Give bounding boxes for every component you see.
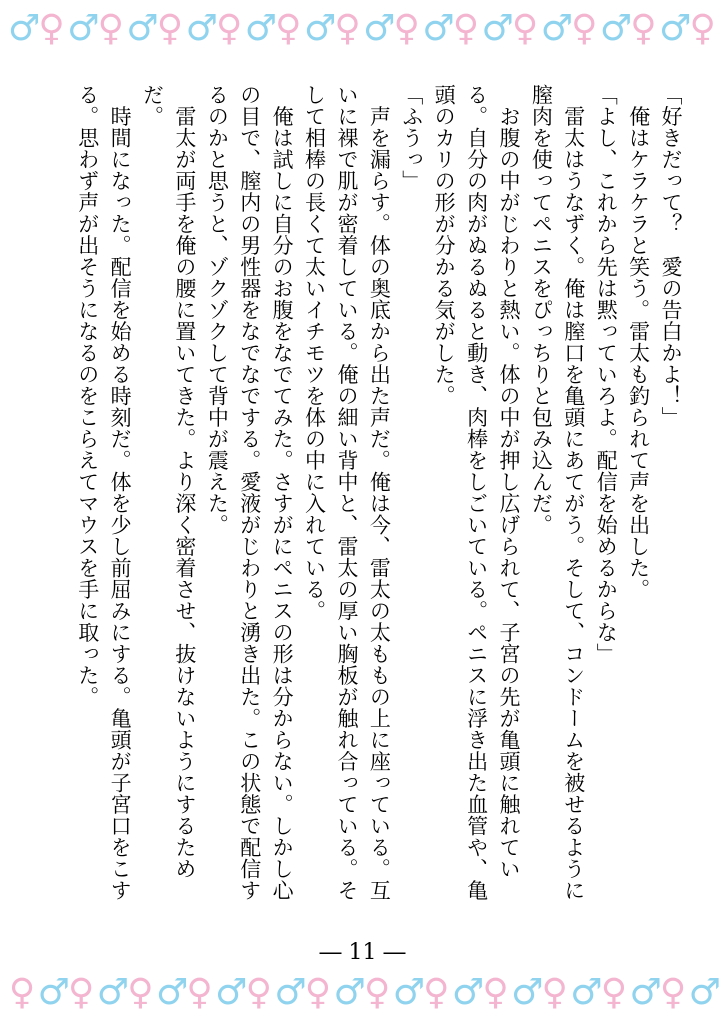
male-symbol-icon: ♂ [659, 8, 692, 49]
paragraph: 「よし、これから先は黙っていろよ。配信を始めるからな」 [594, 84, 619, 665]
male-symbol-icon: ♂ [215, 972, 248, 1013]
male-symbol-icon: ♂ [392, 972, 425, 1013]
female-symbol-icon: ♀ [215, 8, 243, 49]
male-symbol-icon: ♂ [67, 8, 100, 49]
paragraph: 声を漏らす。体の奥底から出た声だ。俺は今、雷太の太ももの上に座っている。互いに裸で肌が密着している。俺の細い背中と、雷太の厚い胸板が触れ合っている。そして相棒の長くて太いイチモツを体の中に入れている。 [302, 84, 392, 901]
paragraph: お腹の中がじわりと熱い。体の中が押し広げられて、子宮の先が亀頭に触れている。自分の肉がぬるぬると動き、肉棒をしごいている。ペニスに浮き出た血管や、亀頭のカリの形が分かる気がした。 [432, 84, 521, 901]
female-symbol-icon: ♀ [511, 8, 539, 49]
male-symbol-icon: ♂ [629, 972, 662, 1013]
female-symbol-icon: ♀ [600, 972, 628, 1013]
male-symbol-icon: ♂ [126, 8, 159, 49]
male-symbol-icon: ♂ [303, 8, 337, 49]
female-symbol-icon: ♀ [38, 8, 65, 49]
top-border [8, 4, 717, 54]
paragraph: 「好きだって？ 愛の告白かよ！」 [659, 84, 683, 428]
female-symbol-icon: ♀ [156, 8, 184, 49]
male-symbol-icon: ♂ [511, 972, 544, 1013]
male-symbol-icon: ♂ [96, 972, 130, 1013]
female-symbol-icon: ♀ [8, 972, 36, 1013]
male-symbol-icon: ♂ [274, 972, 307, 1013]
female-symbol-icon: ♀ [689, 8, 716, 49]
female-symbol-icon: ♀ [275, 8, 302, 49]
female-symbol-icon: ♀ [97, 8, 124, 49]
paragraph: 雷太はうなずく。俺は膣口を亀頭にあてがう。そして、コンドームを被せるように膣肉を使ってペニスをぴっちりと包み込んだ。 [529, 84, 586, 901]
female-symbol-icon: ♀ [393, 8, 420, 49]
male-symbol-icon: ♂ [481, 8, 514, 49]
paragraph: 俺はケラケラと笑う。雷太も釣られて声を出した。 [626, 84, 651, 600]
male-symbol-icon: ♂ [155, 972, 189, 1013]
bottom-border [8, 968, 721, 1018]
male-symbol-icon: ♂ [244, 8, 278, 49]
male-symbol-icon: ♂ [540, 8, 573, 49]
female-symbol-icon: ♀ [571, 8, 598, 49]
male-symbol-icon: ♂ [688, 972, 721, 1013]
male-symbol-icon: ♂ [599, 8, 633, 49]
female-symbol-icon: ♀ [304, 972, 332, 1013]
male-symbol-icon: ♂ [37, 972, 70, 1013]
female-symbol-icon: ♀ [245, 972, 272, 1013]
male-symbol-icon: ♂ [422, 8, 455, 49]
female-symbol-icon: ♀ [423, 972, 450, 1013]
male-symbol-icon: ♂ [363, 8, 396, 49]
male-symbol-icon: ♂ [185, 8, 218, 49]
male-symbol-icon: ♂ [451, 972, 485, 1013]
female-symbol-icon: ♀ [482, 972, 509, 1013]
female-symbol-icon: ♀ [186, 972, 213, 1013]
female-symbol-icon: ♀ [68, 972, 95, 1013]
male-symbol-icon: ♂ [570, 972, 603, 1013]
paragraph: 雷太が両手を俺の腰に置いてきた。より深く密着させ、抜けないようにするためだ。 [140, 84, 197, 880]
female-symbol-icon: ♀ [630, 8, 657, 49]
female-symbol-icon: ♀ [363, 972, 391, 1013]
paragraph: 時間になった。配信を始める時刻だ。体を少し前屈みにする。亀頭が子宮口をこする。思わず声が出そうになるのをこらえてマウスを手に取った。 [75, 84, 133, 901]
female-symbol-icon: ♀ [541, 972, 568, 1013]
female-symbol-icon: ♀ [659, 972, 687, 1013]
male-symbol-icon: ♂ [8, 8, 41, 49]
paragraph: 「ふうっ」 [399, 84, 424, 192]
female-symbol-icon: ♀ [452, 8, 480, 49]
body-text [27, 84, 687, 904]
female-symbol-icon: ♀ [334, 8, 361, 49]
paragraph: 俺は試しに自分のお腹をなでてみた。さすがにペニスの形は分からない。しかし心の目で、膣内の男性器をなでなでする。愛液がじわりと湧き出た。この状態で配信するのかと思うと、ゾクゾクして背中が震えた。 [205, 84, 295, 901]
male-symbol-icon: ♂ [333, 972, 366, 1013]
page-number: ― 11 ― [319, 940, 406, 965]
female-symbol-icon: ♀ [127, 972, 154, 1013]
